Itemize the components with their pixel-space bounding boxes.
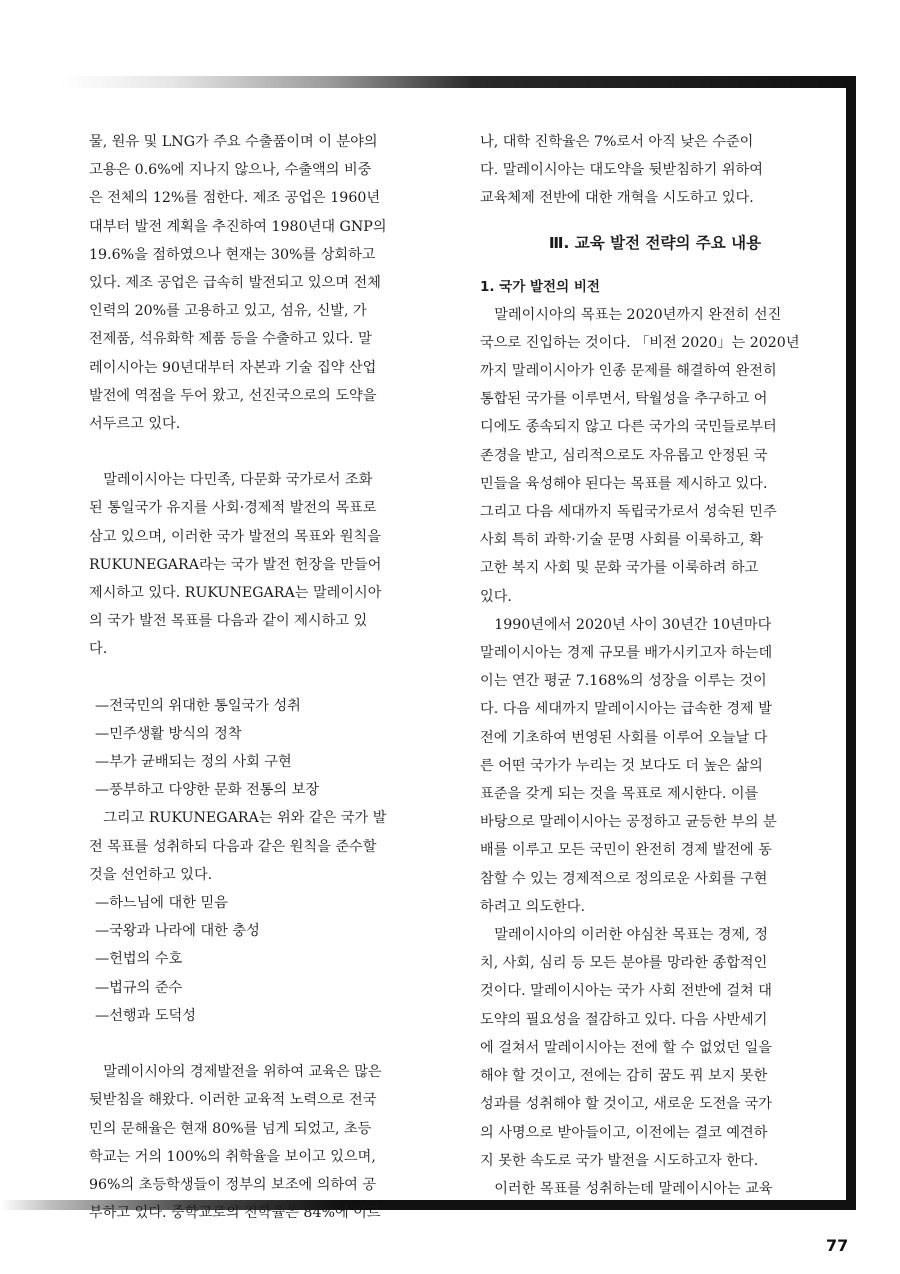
principle-item: —국왕과 나라에 대한 충성 [95,923,260,940]
right-column [480,128,830,1203]
principle-item: —하느님에 대한 믿음 [95,895,228,912]
paragraph-gap [89,664,439,692]
sub-heading: 1. 국가 발전의 비전 [480,278,600,295]
right-paragraph-1: 나, 대학 진학율은 7%로서 아직 낮은 수준이 다. 말레이시아는 대도약을 뒷받침하기 위하여 교육체제 전반에 대한 개혁을 시도하고 있다. [480,134,763,207]
national-goals-list [89,692,439,805]
right-paragraph-3: 1990년에서 2020년 사이 30년간 10년마다 말레이시아는 경제 규모를 배가시키고자 하는데 이는 연간 평균 7.168%의 성장을 이루는 것이 다. 다음 세대까지 말레이시아는 급속한 경제 발 전에 기초하여 번영된 사회를 이루어 오늘날 다 른 어떤 국가가 누리는 것 보다도 더 높은 삶의 표준을 갖게 되는 것을 목표로 제시한다. 이를 바탕으로 말레이시아는 공정하고 균등한 부의 분 배를 이루고 모든 국민이 완전히 경제 발전에 동 참할 수 있는 경제적으로 정의로운 사회를 구현 하려고 의도한다. [480,616,777,915]
left-paragraph-3: 그리고 RUKUNEGARA는 위와 같은 국가 발 전 목표를 성취하되 다음과 같은 원칙을 준수할 것을 선언하고 있다. [89,810,387,883]
goal-item: —부가 균배되는 정의 사회 구현 [95,754,292,771]
principle-item: —선행과 도덕성 [95,1007,196,1024]
right-paragraph-2: 말레이시아의 목표는 2020년까지 완전히 선진 국으로 진입하는 것이다. 「비전 2020」는 2020년 까지 말레이시아가 인종 문제를 해결하여 완전히 통합된 국가를 이루면서, 탁월성을 추구하고 어 디에도 종속되지 않고 다른 국가의 국민들로부터 존경을 받고, 심리적으로도 자유롭고 안정된 국 민들을 육성해야 된다는 목표를 제시하고 있다. 그리고 다음 세대까지 독립국가로서 성숙된 민주 사회 특히 과학·기술 문명 사회를 이룩하고, 확 고한 복지 사회 및 문화 국가를 이룩하려 하고 있다. [480,306,800,605]
paragraph-gap [89,1030,439,1058]
section-heading: Ⅲ. 교육 발전 전략의 주요 내용 [548,233,762,252]
left-paragraph-2: 말레이시아는 다민족, 다문화 국가로서 조화 된 통일국가 유지를 사회·경제적 발전의 목표로 삼고 있으며, 이러한 국가 발전의 목표와 원칙을 RUKUNEGARA라는 국가 발전 헌장을 만들어 제시하고 있다. RUKUNEGARA는 말레이시아 의 국가 발전 목표를 다음과 같이 제시하고 있 다. [89,472,382,658]
principle-item: —헌법의 수호 [95,951,183,968]
principles-list [89,889,439,1030]
principle-item: —법규의 준수 [95,979,183,996]
goal-item: —풍부하고 다양한 문화 전통의 보장 [95,782,320,799]
paragraph-gap [89,438,439,466]
left-column [89,128,439,1227]
page-number: 77 [826,1236,849,1255]
right-paragraph-5: 이러한 목표를 성취하는데 말레이시아는 교육 [494,1180,773,1197]
right-paragraph-4: 말레이시아의 이러한 야심찬 목표는 경제, 정 치, 사회, 심리 등 모든 분야를 망라한 종합적인 것이다. 말레이시아는 국가 사회 전반에 걸쳐 대 도약의 필요성을 절감하고 있다. 다음 사반세기 에 걸쳐서 말레이시아는 전에 할 수 없었던 일을 해야 할 것이고, 전에는 감히 꿈도 꿔 보지 못한 성과를 성취해야 할 것이고, 새로운 도전을 국가 의 사명으로 받아들이고, 이전에는 결코 예견하 지 못한 속도로 국가 발전을 시도하고자 한다. [480,927,772,1169]
left-paragraph-4: 말레이시아의 경제발전을 위하여 교육은 많은 뒷받침을 해왔다. 이러한 교육적 노력으로 전국 민의 문해율은 현재 80%를 넘게 되었고, 초등 학교는 거의 100%의 취학율을 보이고 있으며, 96%의 초등학생들이 정부의 보조에 의하여 공 부하고 있다. 중학교로의 진학율은 84%에 이르 [89,1064,382,1222]
right-border-rule [846,76,856,1210]
goal-item: —민주생활 방식의 정착 [95,725,242,742]
top-border-rule [60,76,856,88]
goal-item: —전국민의 위대한 통일국가 성취 [95,697,301,714]
left-paragraph-1: 물, 원유 및 LNG가 주요 수출품이며 이 분야의 고용은 0.6%에 지나지 않으나, 수출액의 비중 은 전체의 12%를 점한다. 제조 공업은 1960년 대부터 발전 계획을 추진하여 1980년대 GNP의 19.6%을 점하였으나 현재는 30%를 상회하고 있다. 제조 공업은 급속히 발전되고 있으며 전체 인력의 20%를 고용하고 있고, 섬유, 신발, 가 전제품, 석유화학 제품 등을 수출하고 있다. 말 레이시아는 90년대부터 자본과 기술 집약 산업 발전에 역점을 두어 왔고, 선진국으로의 도약을 서두르고 있다. [89,134,387,433]
